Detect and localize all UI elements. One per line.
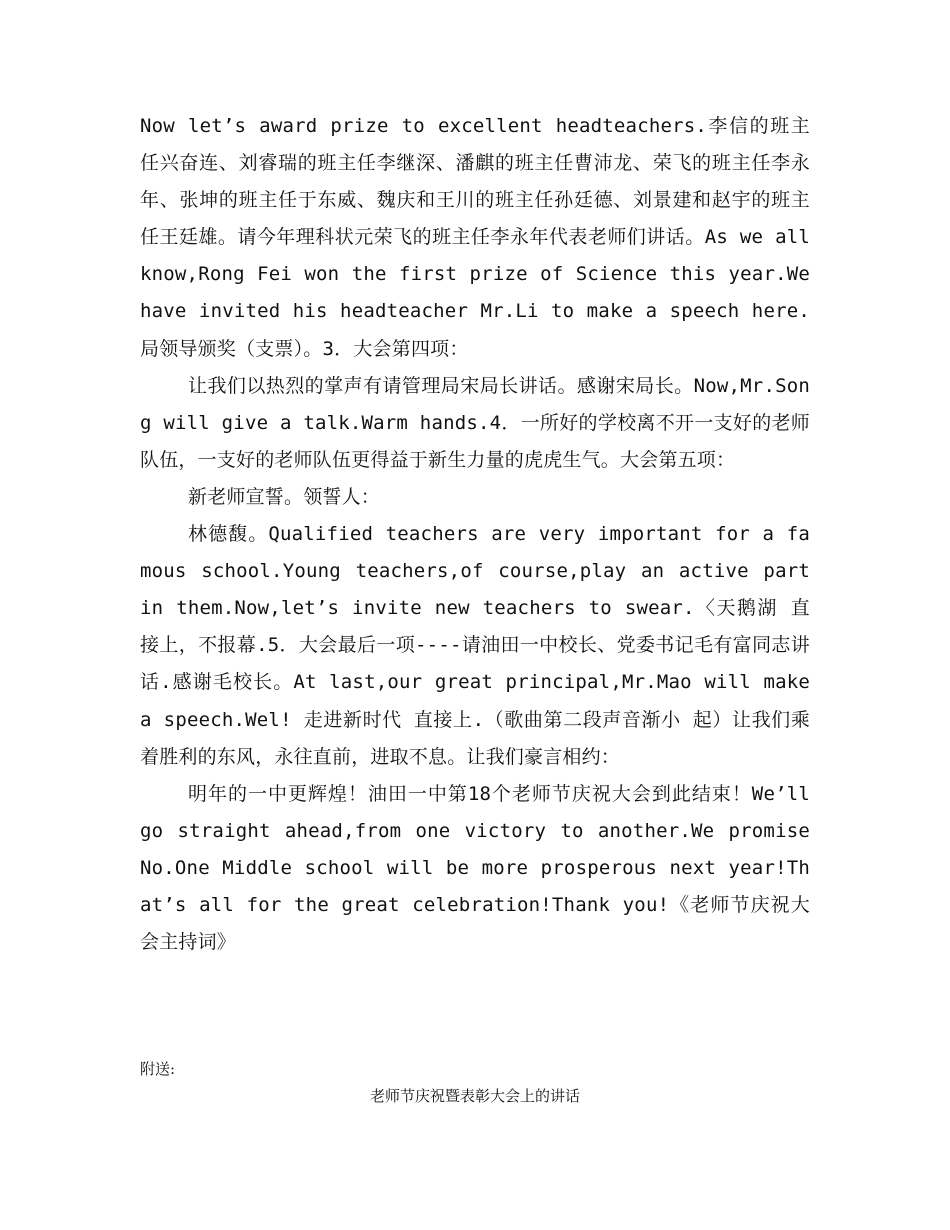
appendix-title: 老师节庆祝暨表彰大会上的讲话 bbox=[369, 1087, 580, 1105]
paragraph-5: 明年的一中更辉煌！油田一中第18个老师节庆祝大会到此结束！We’ll go straight ahead,from one victory to another.We promise No.One Middle school will be more prosperous next year!That’s all for the great celebration!Thank you!《老师节庆祝大会主持词》 bbox=[140, 782, 810, 954]
paragraph-4: 林德馥。Qualified teachers are very important for a famous school.Young teachers,of course,play an active part in them.Now,let’s invite new teachers to swear.〈天鹅湖 直接上，不报幕.5．大会最后一项----请油田一中校长、党委书记毛有富同志讲话.感谢毛校长。At last,our great principal,Mr.Mao will make a speech.Wel! 走进新时代 直接上.（歌曲第二段声音渐小 起）让我们乘着胜利的东风，永往直前，进取不息。让我们豪言相约： bbox=[140, 523, 810, 768]
body-text bbox=[140, 108, 810, 961]
appendix-label: 附送: bbox=[140, 1060, 176, 1078]
paragraph-2: 让我们以热烈的掌声有请管理局宋局长讲话。感谢宋局长。Now,Mr.Song will give a talk.Warm hands.4．一所好的学校离不开一支好的老师队伍，一支好的老师队伍更得益于新生力量的虎虎生气。大会第五项： bbox=[140, 374, 810, 471]
paragraph-3: 新老师宣誓。领誓人： bbox=[188, 485, 381, 508]
paragraph-1: Now let’s award prize to excellent headteachers.李信的班主任兴奋连、刘睿瑞的班主任李继深、潘麒的班主任曹沛龙、荣飞的班主任李永年、张坤的班主任于东威、魏庆和王川的班主任孙廷德、刘景建和赵宇的班主任王廷雄。请今年理科状元荣飞的班主任李永年代表老师们讲话。As we all know,Rong Fei won the first prize of Science this year.We have invited his headteacher Mr.Li to make a speech here.局领导颁奖（支票）。3．大会第四项： bbox=[140, 115, 810, 360]
